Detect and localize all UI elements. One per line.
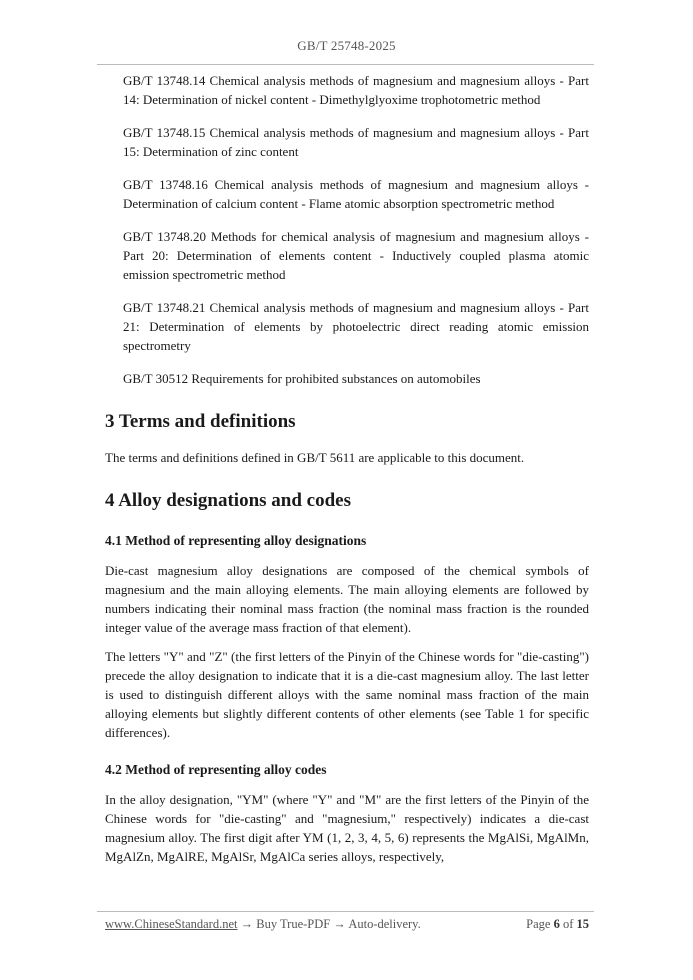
buy-pdf-text: Buy True-PDF <box>256 917 331 931</box>
section-4-1-heading: 4.1 Method of representing alloy designations <box>105 533 367 548</box>
page-number: 6 <box>553 917 560 931</box>
section-4-1-paragraph: Die-cast magnesium alloy designations are composed of the chemical symbols of magnesium and the main alloying elements. The main alloying elements are followed by numbers indicating their nominal mass fraction (the nominal mass fraction is the rounded integer value of the average mass fraction of that element). <box>105 563 589 635</box>
section-4-2-paragraph: In the alloy designation, "YM" (where "Y" and "M" are the first letters of the Pinyin of the Chinese words for "die-casting" and "magnesium," respectively) indicates a die-cast magnesium alloy. The first digit after YM (1, 2, 3, 4, 5, 6) represents the MgAlSi, MgAlMn, MgAlZn, MgAlRE, MgAlSr, MgAlCa series alloys, respectively, <box>105 792 589 864</box>
section-3-heading: 3 Terms and definitions <box>105 411 296 432</box>
reference-item: GB/T 13748.20 Methods for chemical analysis of magnesium and magnesium alloys - Part 20: Determination of elements content - Inductively coupled plasma atomic emission spectrometric method <box>123 229 589 282</box>
reference-item: GB/T 13748.16 Chemical analysis methods of magnesium and magnesium alloys - Determination of calcium content - Flame atomic absorption spectrometric method <box>123 177 589 211</box>
document-id: GB/T 25748-2025 <box>297 38 396 53</box>
footer-links <box>105 917 421 932</box>
reference-item: GB/T 30512 Requirements for prohibited substances on automobiles <box>123 371 481 386</box>
reference-item: GB/T 13748.21 Chemical analysis methods of magnesium and magnesium alloys - Part 21: Determination of elements by photoelectric direct reading atomic emission spectrometry <box>123 300 589 353</box>
section-4-heading: 4 Alloy designations and codes <box>105 490 351 511</box>
arrow-icon: → <box>333 917 346 931</box>
reference-item: GB/T 13748.15 Chemical analysis methods of magnesium and magnesium alloys - Part 15: Determination of zinc content <box>123 125 589 159</box>
section-3-text: The terms and definitions defined in GB/T 5611 are applicable to this document. <box>105 450 525 465</box>
page-content <box>105 66 589 876</box>
of-word: of <box>562 917 574 931</box>
footer-divider <box>97 911 594 912</box>
reference-item: GB/T 13748.14 Chemical analysis methods of magnesium and magnesium alloys - Part 14: Determination of nickel content - Dimethylglyoxime trophotometric method <box>123 73 589 107</box>
page-header <box>0 38 693 54</box>
site-link[interactable]: www.ChineseStandard.net <box>105 917 238 931</box>
page-indicator <box>526 917 589 932</box>
arrow-icon: → <box>240 917 254 931</box>
page-word: Page <box>526 917 551 931</box>
header-divider <box>97 64 594 65</box>
section-4-2-heading: 4.2 Method of representing alloy codes <box>105 762 327 777</box>
page-total: 15 <box>576 917 589 931</box>
auto-delivery-text: Auto-delivery. <box>348 917 421 931</box>
section-4-1-paragraph: The letters "Y" and "Z" (the first letters of the Pinyin of the Chinese words for "die-casting") precede the alloy designation to indicate that it is a die-cast magnesium alloy. The last letter is used to distinguish different alloys with the same nominal mass fraction of the main alloying elements but slightly different contents of other elements (see Table 1 for specific differences). <box>105 649 589 740</box>
